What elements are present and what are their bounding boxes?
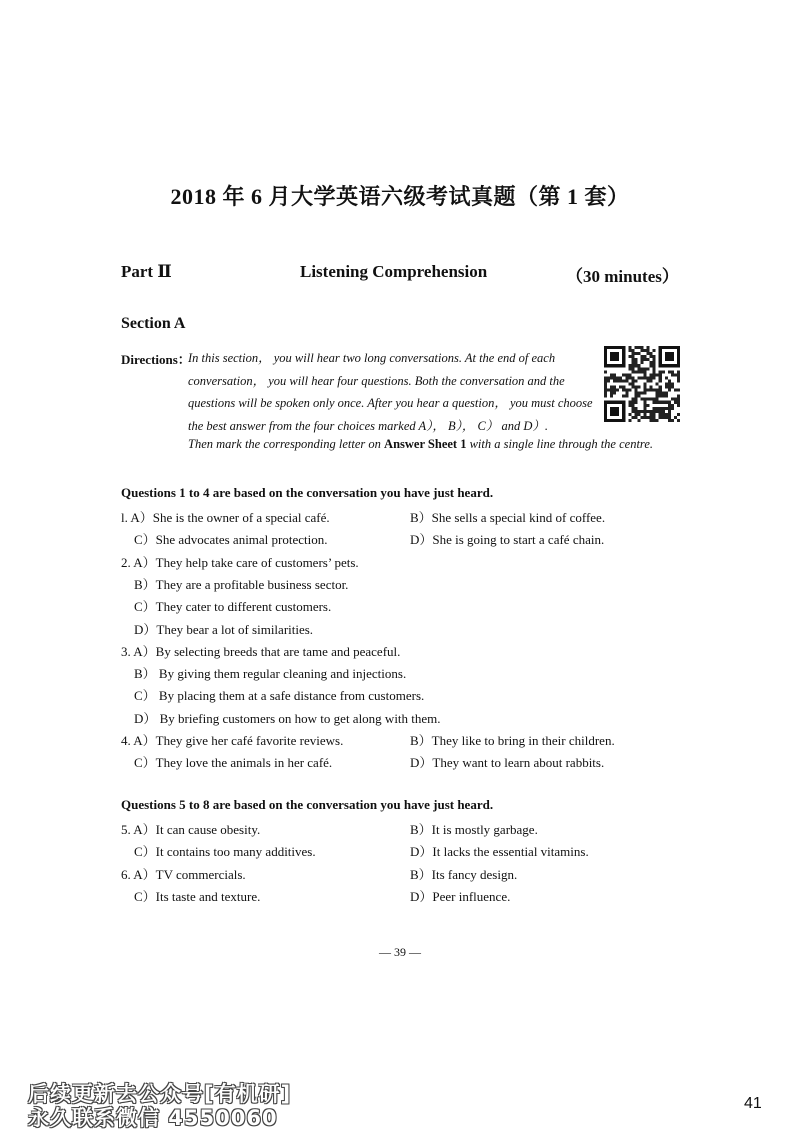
answer-option: 4. A）They give her café favorite reviews.	[121, 733, 344, 748]
answer-option: B）She sells a special kind of coffee.	[410, 510, 606, 525]
page-number: 41	[744, 1095, 762, 1112]
answer-option: l. A）She is the owner of a special café.	[121, 510, 330, 525]
watermark-line-1: 后续更新去公众号[有机研]	[28, 1082, 292, 1106]
directions-last-line	[188, 437, 688, 452]
answer-option: C） By placing them at a safe distance from customers.	[134, 688, 425, 704]
answer-option: D）It lacks the essential vitamins.	[410, 844, 589, 860]
answer-option: D）Peer influence.	[410, 888, 511, 904]
directions-last-before: Then mark the corresponding letter on	[188, 437, 385, 451]
directions-label: Directions：	[121, 352, 191, 367]
answer-option: 6. A）TV commercials.	[121, 866, 246, 882]
footer-page-number: — 39 —	[379, 945, 421, 959]
answer-option: D） By briefing customers on how to get along with them.	[134, 710, 441, 726]
answer-option: D）They bear a lot of similarities.	[134, 621, 314, 637]
answer-option: B）They are a profitable business sector.	[134, 576, 349, 592]
answer-option: D）She is going to start a café chain.	[410, 532, 605, 548]
answer-option: 5. A）It can cause obesity.	[121, 822, 261, 837]
part-label: Part Ⅱ	[121, 262, 172, 281]
question-group-heading: Questions 1 to 4 are based on the conversation you have just heard.	[121, 485, 494, 500]
answer-option: C）They cater to different customers.	[134, 599, 332, 615]
directions-text: In this section， you will hear two long conversations. At the end of each conversation， you will hear four questions. Both the conversation and the questions will be spoken only once. After you hear a question， you must choose the best answer from the four choices marked A）， B）， C） and D）.	[188, 351, 593, 433]
answer-option: B） By giving them regular cleaning and injections.	[134, 666, 407, 682]
qr-code-icon	[604, 346, 680, 422]
watermark-line-2: 永久联系微信 4550060	[28, 1106, 278, 1130]
part-time: （30 minutes）	[566, 267, 679, 286]
part-name: Listening Comprehension	[300, 262, 488, 281]
answer-option: D）They want to learn about rabbits.	[410, 755, 605, 771]
answer-option: 3. A）By selecting breeds that are tame and peaceful.	[121, 643, 401, 659]
question-group-heading: Questions 5 to 8 are based on the conversation you have just heard.	[121, 797, 494, 812]
answer-option: C）It contains too many additives.	[134, 844, 316, 860]
section-heading: Section A	[121, 315, 186, 332]
answer-option: 2. A）They help take care of customers’ pets.	[121, 554, 359, 570]
page-title: 2018 年 6 月大学英语六级考试真题（第 1 套）	[170, 184, 630, 209]
answer-sheet-label: Answer Sheet 1	[384, 437, 467, 451]
answer-option: B）It is mostly garbage.	[410, 822, 538, 837]
directions-last-after: with a single line through the centre.	[466, 437, 654, 451]
answer-option: B）Its fancy design.	[410, 866, 518, 882]
answer-option: B）They like to bring in their children.	[410, 733, 615, 748]
answer-option: C）They love the animals in her café.	[134, 755, 333, 771]
answer-option: C）She advocates animal protection.	[134, 532, 328, 548]
answer-option: C）Its taste and texture.	[134, 888, 261, 904]
